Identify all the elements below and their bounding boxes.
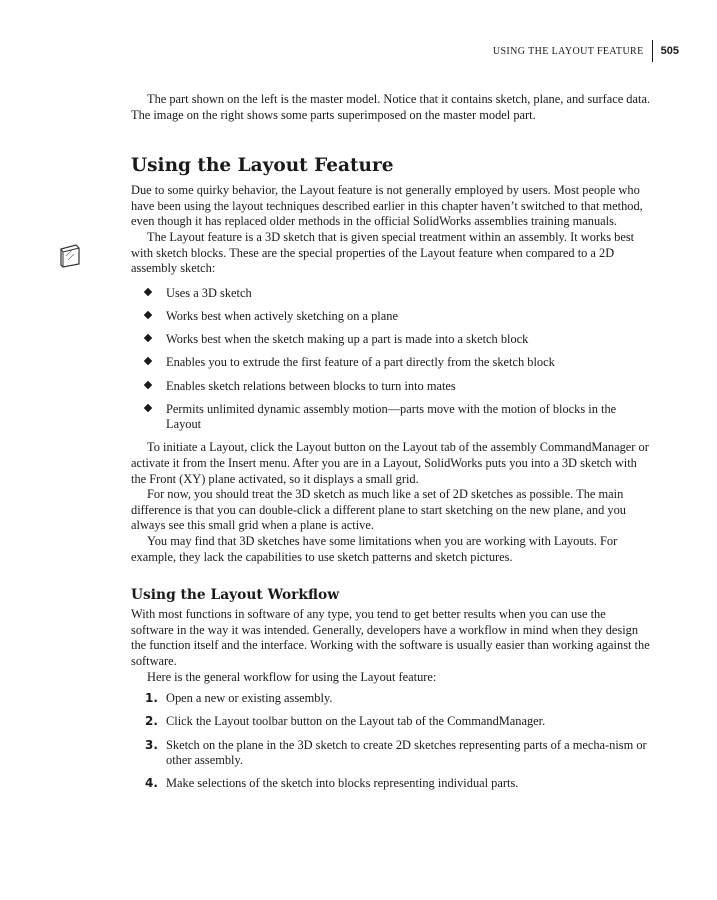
paragraph: Due to some quirky behavior, the Layout feature is not generally employed by users. Most people who have been using the layout techniques described earlier in this chapter haven’t switched to that method, even though it has replaced older methods in the official SolidWorks assemblies training manuals.	[131, 183, 643, 229]
section-heading-layout-workflow: Using the Layout Workflow	[131, 587, 340, 604]
list-item	[131, 691, 651, 707]
list-item	[131, 714, 651, 730]
step-number: 2.	[145, 714, 158, 729]
paragraph: Here is the general workflow for using the Layout feature:	[147, 669, 437, 684]
workflow-steps-list	[131, 691, 651, 792]
intro-paragraph: The part shown on the left is the master model. Notice that it contains sketch, plane, and surface data. The image on the right shows some parts superimposed on the master model part.	[131, 92, 651, 122]
list-item-text: Works best when the sketch making up a part is made into a sketch block	[166, 332, 529, 347]
list-item	[131, 286, 651, 302]
list-item	[131, 309, 651, 325]
step-number: 1.	[145, 691, 158, 706]
paragraph: The Layout feature is a 3D sketch that is given special treatment within an assembly. It works best with sketch blocks. These are the special properties of the Layout feature when compared to a 2D assembly sketch:	[131, 229, 635, 276]
header-divider	[652, 40, 653, 62]
list-item	[131, 379, 651, 395]
list-item	[131, 332, 651, 348]
note-margin-icon	[58, 243, 82, 269]
bullet-diamond-icon	[144, 380, 152, 388]
list-item-text: Permits unlimited dynamic assembly motion—parts move with the motion of blocks in the Layout	[166, 401, 617, 432]
list-item	[131, 776, 651, 792]
step-text: Sketch on the plane in the 3D sketch to create 2D sketches representing parts of a mecha-nism or other assembly.	[166, 737, 647, 768]
list-item	[131, 355, 651, 371]
step-number: 3.	[145, 737, 158, 752]
paragraph: You may find that 3D sketches have some limitations when you are working with Layouts. For example, they lack the capabilities to use sketch patterns and sketch pictures.	[131, 534, 618, 564]
properties-list	[131, 286, 651, 433]
section-heading-layout-feature: Using the Layout Feature	[131, 155, 394, 177]
bullet-diamond-icon	[144, 403, 152, 411]
list-item	[131, 738, 651, 769]
bullet-diamond-icon	[144, 288, 152, 296]
paragraph: With most functions in software of any type, you tend to get better results when you can use the software in the way it was intended. Generally, developers have a workflow in mind when they design the function itself and the interface. Working with the software is usually easier than working against the software.	[131, 607, 650, 668]
step-text: Make selections of the sketch into blocks representing individual parts.	[166, 776, 519, 791]
list-item-text: Enables you to extrude the first feature of a part directly from the sketch block	[166, 355, 555, 370]
bullet-diamond-icon	[144, 311, 152, 319]
list-item-text: Uses a 3D sketch	[166, 285, 252, 300]
page-number: 505	[660, 45, 679, 57]
bullet-diamond-icon	[144, 357, 152, 365]
page-body	[131, 92, 651, 800]
running-header	[493, 40, 679, 62]
list-item-text: Works best when actively sketching on a plane	[166, 308, 398, 323]
running-title: USING THE LAYOUT FEATURE	[492, 45, 644, 57]
paragraph: To initiate a Layout, click the Layout button on the Layout tab of the assembly CommandManager or activate it from the Insert menu. After you are in a Layout, SolidWorks puts you into a 3D sketch with the Front (XY) plane activated, so it displays a small grid.	[131, 440, 649, 486]
list-item	[131, 402, 651, 433]
bullet-diamond-icon	[144, 334, 152, 342]
list-item-text: Enables sketch relations between blocks to turn into mates	[166, 378, 456, 393]
step-text: Click the Layout toolbar button on the Layout tab of the CommandManager.	[166, 714, 546, 729]
step-number: 4.	[145, 776, 158, 791]
paragraph: For now, you should treat the 3D sketch as much like a set of 2D sketches as possible. The main difference is that you can double-click a different plane to start sketching on the new plane, and you always see this small grid when a plane is active.	[131, 487, 626, 533]
step-text: Open a new or existing assembly.	[166, 691, 333, 706]
